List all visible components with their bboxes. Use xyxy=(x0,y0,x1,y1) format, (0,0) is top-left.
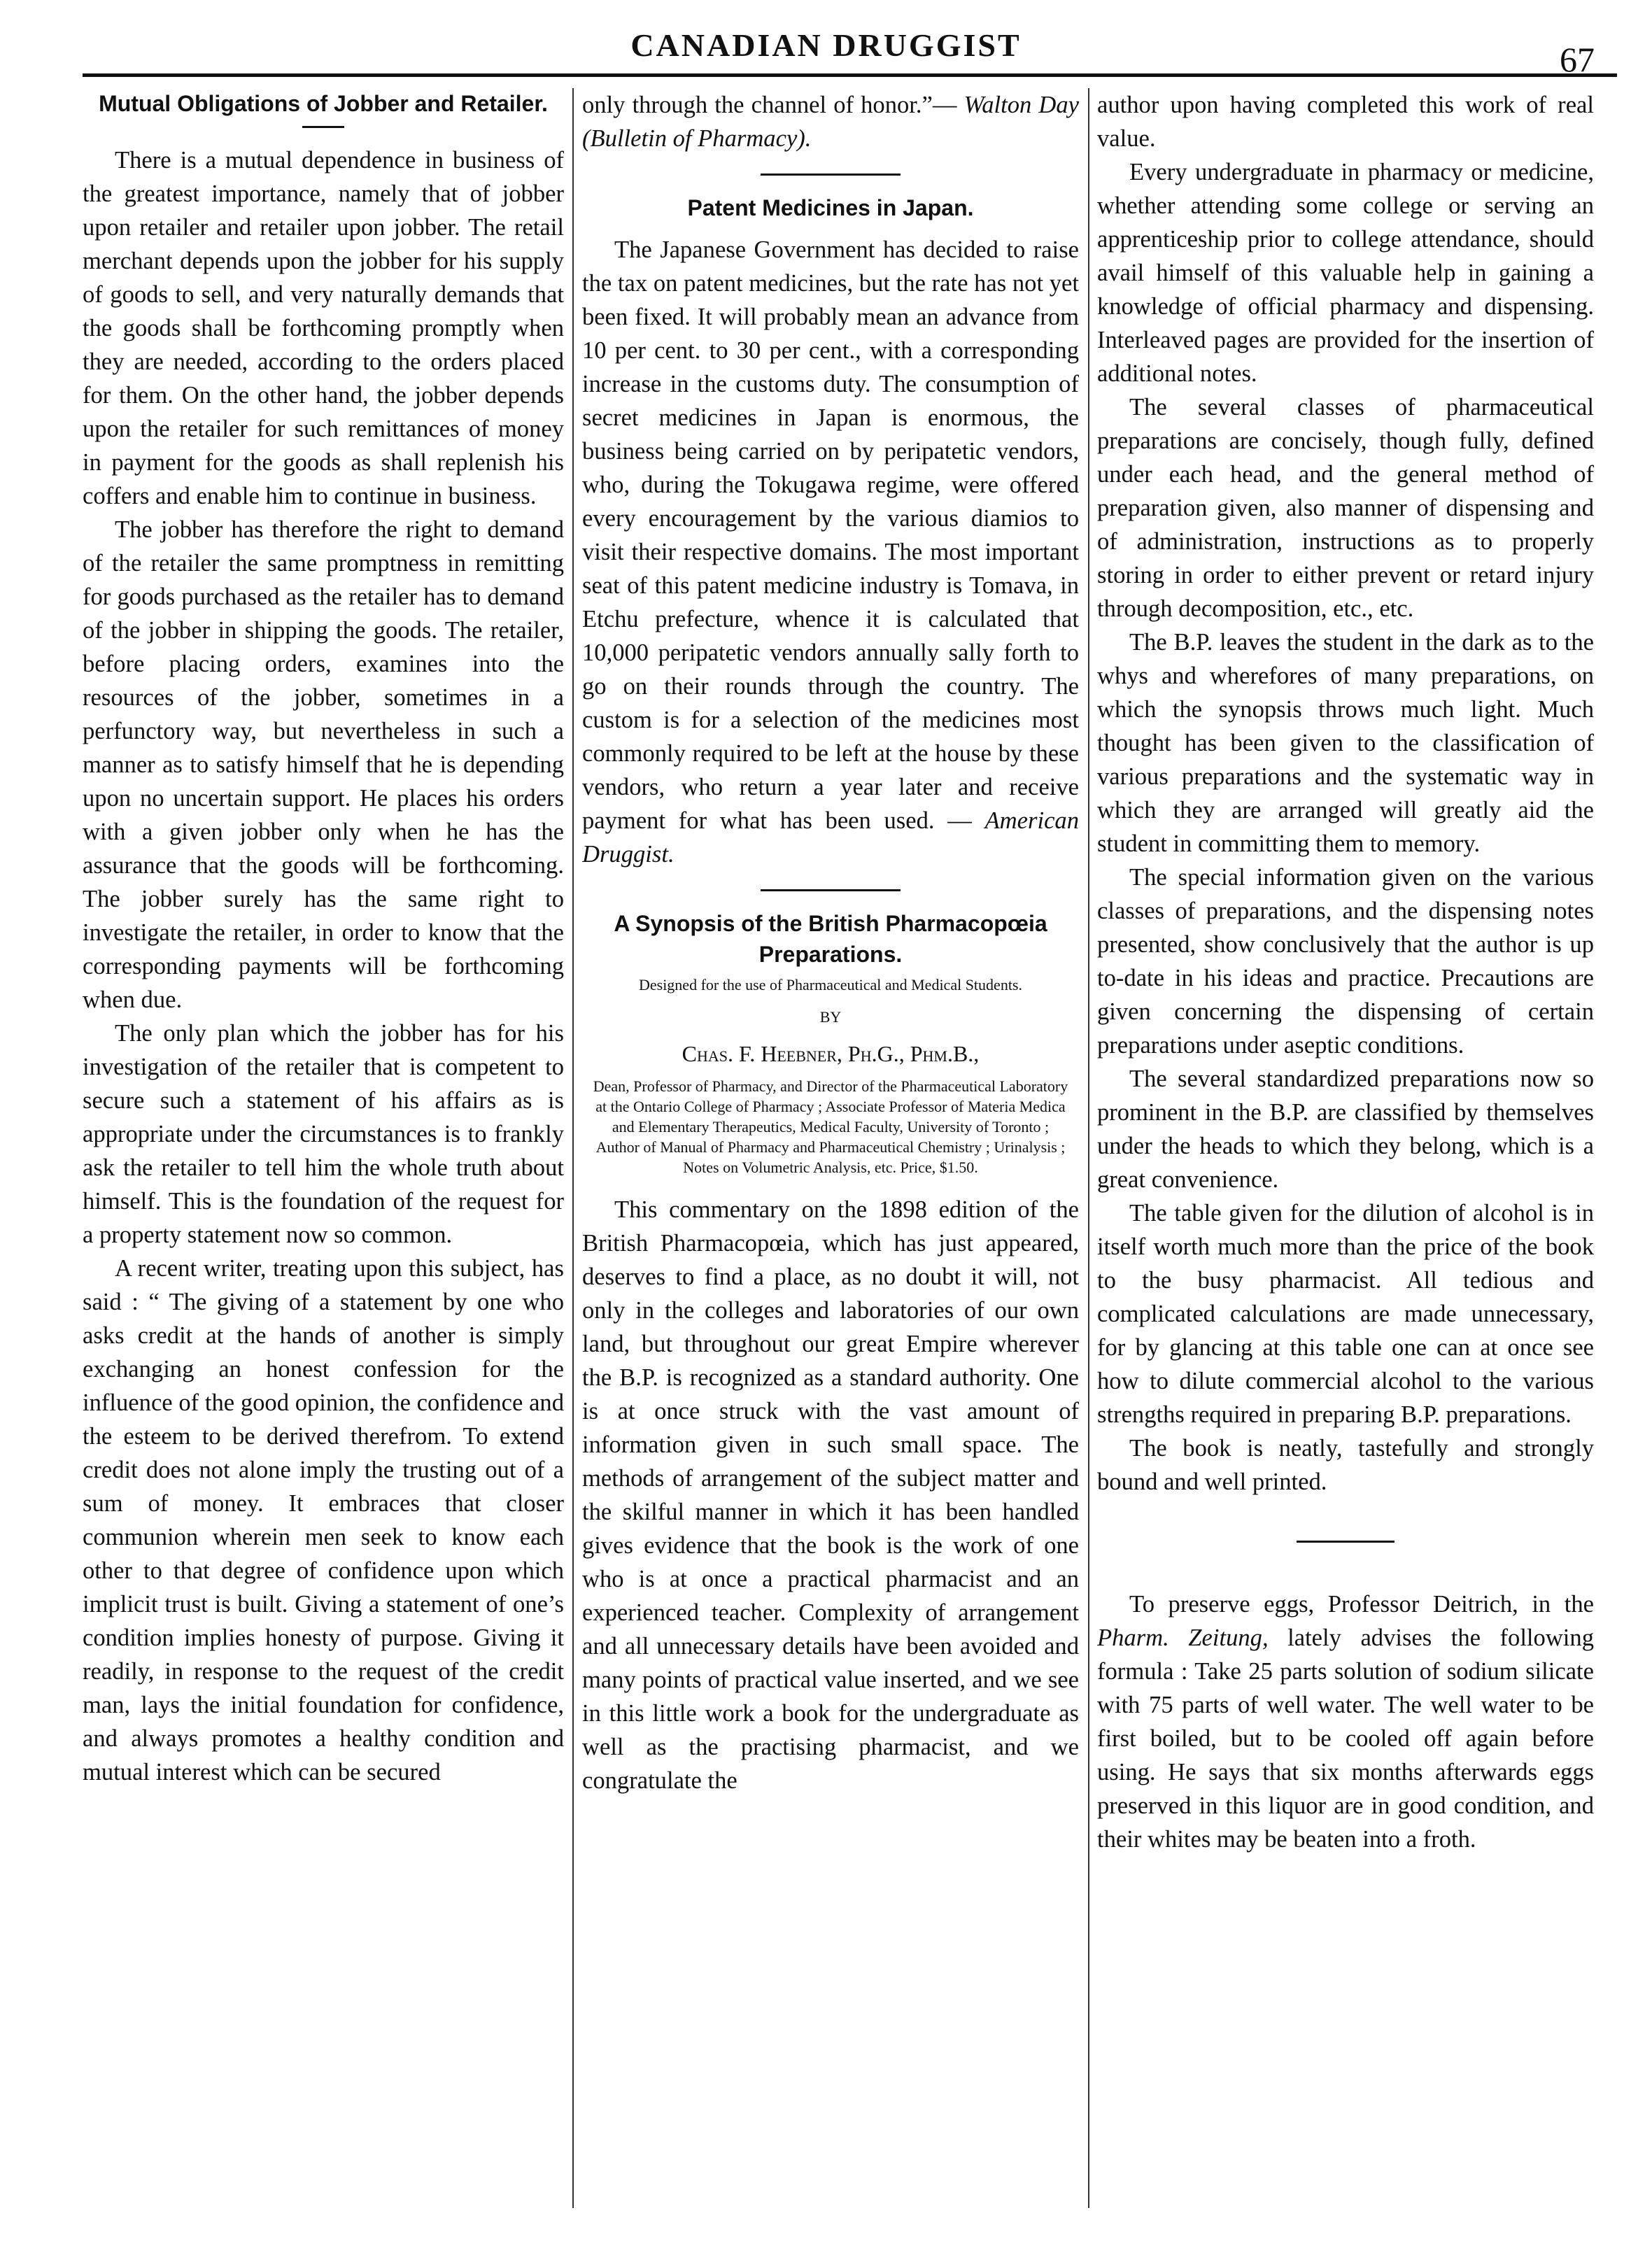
column-divider-2 xyxy=(1088,88,1089,2208)
journal-name: Pharm. Zeitung, xyxy=(1097,1625,1269,1651)
eggs-text-start: To preserve eggs, Professor Deitrich, in the xyxy=(1129,1591,1594,1618)
column-3 xyxy=(1097,88,1594,2208)
paragraph: The jobber has therefore the right to demand of the retailer the same promptness in remitting for goods purchased as the retailer has to demand of the jobber in shipping the goods. The retailer, before placing orders, examines into the resources of the jobber, sometimes in a perfunctory way, but nevertheless in such a manner as to satisfy himself that he is depending upon no uncertain support. He places his orders with a given jobber only when he has the assurance that the goods will be forthcoming. The jobber surely has the same right to investigate the retailer, in order to know that the corresponding payments will be forthcoming when due. xyxy=(83,516,564,1013)
continued-text: author upon having completed this work of real value. xyxy=(1097,92,1594,152)
paragraph: The only plan which the jobber has for his investigation of the retailer that is competent to secure such a statement of his affairs as is appropriate under the circumstances is to frankly ask the retailer to tell him the whole truth about himself. This is the foundation of the request for a property statement now so common. xyxy=(83,1020,564,1248)
section-separator xyxy=(761,174,901,176)
quote-source: Walton Day (Bulletin of Pharmacy). xyxy=(582,92,1079,152)
article-heading-patent-medicines: Patent Medicines in Japan. xyxy=(687,195,974,220)
column-1 xyxy=(83,88,564,2208)
paragraph: The several standardized preparations now so prominent in the B.P. are classified by themselves under the heads to which they belong, which is a great convenience. xyxy=(1097,1066,1594,1193)
journal-title: CANADIAN DRUGGIST xyxy=(630,27,1022,63)
paragraph: The book is neatly, tastefully and strongly bound and well printed. xyxy=(1097,1435,1594,1495)
page-number: 67 xyxy=(1560,40,1595,79)
book-subtitle: Designed for the use of Pharmaceutical and Medical Students. xyxy=(638,976,1022,993)
article-heading-synopsis: A Synopsis of the British Pharmacopœia Preparations. xyxy=(614,911,1047,967)
book-author: Chas. F. Heebner, Ph.G., Phm.B., xyxy=(682,1041,980,1066)
article-heading-mutual-obligations: Mutual Obligations of Jobber and Retailer. xyxy=(99,91,548,116)
section-separator xyxy=(1297,1541,1395,1543)
header-rule xyxy=(83,73,1617,77)
continued-text xyxy=(582,88,1079,155)
paragraph: The B.P. leaves the student in the dark as to the whys and wherefores of many preparations, on which the synopsis throws much light. Much thought has been given to the classification of various preparations and the systematic way in which they are arranged will greatly aid the student in committing them to memory. xyxy=(1097,629,1594,857)
paragraph xyxy=(582,233,1079,871)
paragraph-eggs xyxy=(1097,1587,1594,1856)
paragraph: The several classes of pharmaceutical preparations are concisely, though fully, defined under each head, and the general method of preparation given, also manner of dispensing and of administration, instructions as to properly storing in order to either prevent or retard injury through decomposition, etc., etc. xyxy=(1097,394,1594,622)
heading-dash xyxy=(302,126,344,128)
paragraph: A recent writer, treating upon this subject, has said : “ The giving of a statement by one who asks credit at the hands of another is simply exchanging an honest confession for the influence of the good opinion, the confidence and the esteem to be derived therefrom. To extend credit does not alone imply the trusting out of a sum of money. It embraces that closer communion wherein men seek to know each other to that degree of confidence upon which implicit trust is built. Giving a statement of one’s condition implies honesty of purpose. Giving it readily, in response to the request of the credit man, lays the initial foundation for confidence, and always promotes a healthy condition and mutual interest which can be secured xyxy=(83,1255,564,1785)
column-divider-1 xyxy=(572,88,574,2208)
author-credentials: Dean, Professor of Pharmacy, and Director of the Pharmaceutical Laboratory at the Ontario College of Pharmacy ; Associate Professor of Materia Medica and Elementary Therapeutics, Medical Faculty, University of Toronto ; Author of Manual of Pharmacy and Pharmaceutical Chemistry ; Urinalysis ; Notes on Volumetric Analysis, etc. Price, $1.50. xyxy=(593,1077,1068,1176)
continued-quote: only through the channel of honor.”— xyxy=(582,92,957,118)
paragraph: The special information given on the various classes of preparations, and the dispensing notes presented, show conclusively that the author is up to-date in his ideas and practice. Precautions are given concerning the dispensing of certain preparations under aseptic conditions. xyxy=(1097,864,1594,1059)
paragraph: This commentary on the 1898 edition of the British Pharmacopœia, which has just appeared, deserves to find a place, as no doubt it will, not only in the colleges and laboratories of our own land, but throughout our great Empire wherever the B.P. is recognized as a standard authority. One is at once struck with the vast amount of information given in such small space. The methods of arrangement of the subject matter and the skilful manner in which it has been handled gives evidence that the book is the work of one who is at once a practical pharmacist and an experienced teacher. Complexity of arrangement and all unnecessary details have been avoided and many points of practical value inserted, and we see in this little work a book for the undergraduate as well as the practising pharmacist, and we congratulate the xyxy=(582,1196,1079,1794)
byline: BY xyxy=(819,1008,842,1026)
paragraph: Every undergraduate in pharmacy or medicine, whether attending some college or serving an apprenticeship prior to college attendance, should avail himself of this valuable help in gaining a knowledge of official pharmacy and dispensing. Interleaved pages are provided for the insertion of additional notes. xyxy=(1097,159,1594,387)
article-source: American Druggist. xyxy=(582,807,1079,868)
column-2 xyxy=(582,88,1079,2208)
paragraph: There is a mutual dependence in business of the greatest importance, namely that of jobber upon retailer and retailer upon jobber. The retail merchant depends upon the jobber for his supply of goods to sell, and very naturally demands that the goods shall be forthcoming promptly when they are needed, according to the orders placed for them. On the other hand, the jobber depends upon the retailer for such remittances of money in payment for the goods as shall replenish his coffers and enable him to continue in business. xyxy=(83,147,564,509)
section-separator xyxy=(761,889,901,891)
paragraph-text: The Japanese Government has decided to raise the tax on patent medicines, but the rate has not yet been fixed. It will probably mean an advance from 10 per cent. to 30 per cent., with a corresponding increase in the customs duty. The consumption of secret medicines in Japan is enormous, the business being carried on by peripatetic vendors, who, during the Tokugawa regime, were offered every encouragement by the various diamios to visit their respective domains. The most important seat of this patent medicine industry is Tomava, in Etchu prefecture, whence it is calculated that 10,000 peripatetic vendors annually sally forth to go on their rounds through the country. The custom is for a selection of the medicines most commonly required to be left at the house by these vendors, who return a year later and receive payment for what has been used. — xyxy=(582,236,1079,834)
paragraph: The table given for the dilution of alcohol is in itself worth much more than the price of the book to the busy pharmacist. All tedious and complicated calculations are made unnecessary, for by glancing at this table one can at once see how to dilute commercial alcohol to the various strengths required in preparing B.P. preparations. xyxy=(1097,1200,1594,1428)
eggs-text-rest: lately advises the following formula : Take 25 parts solution of sodium silicate with 75 parts of well water. The well water to be first boiled, but to be cooled off again before using. He says that six months afterwards eggs preserved in this liquor are in good condition, and their whites may be beaten into a froth. xyxy=(1097,1625,1594,1853)
